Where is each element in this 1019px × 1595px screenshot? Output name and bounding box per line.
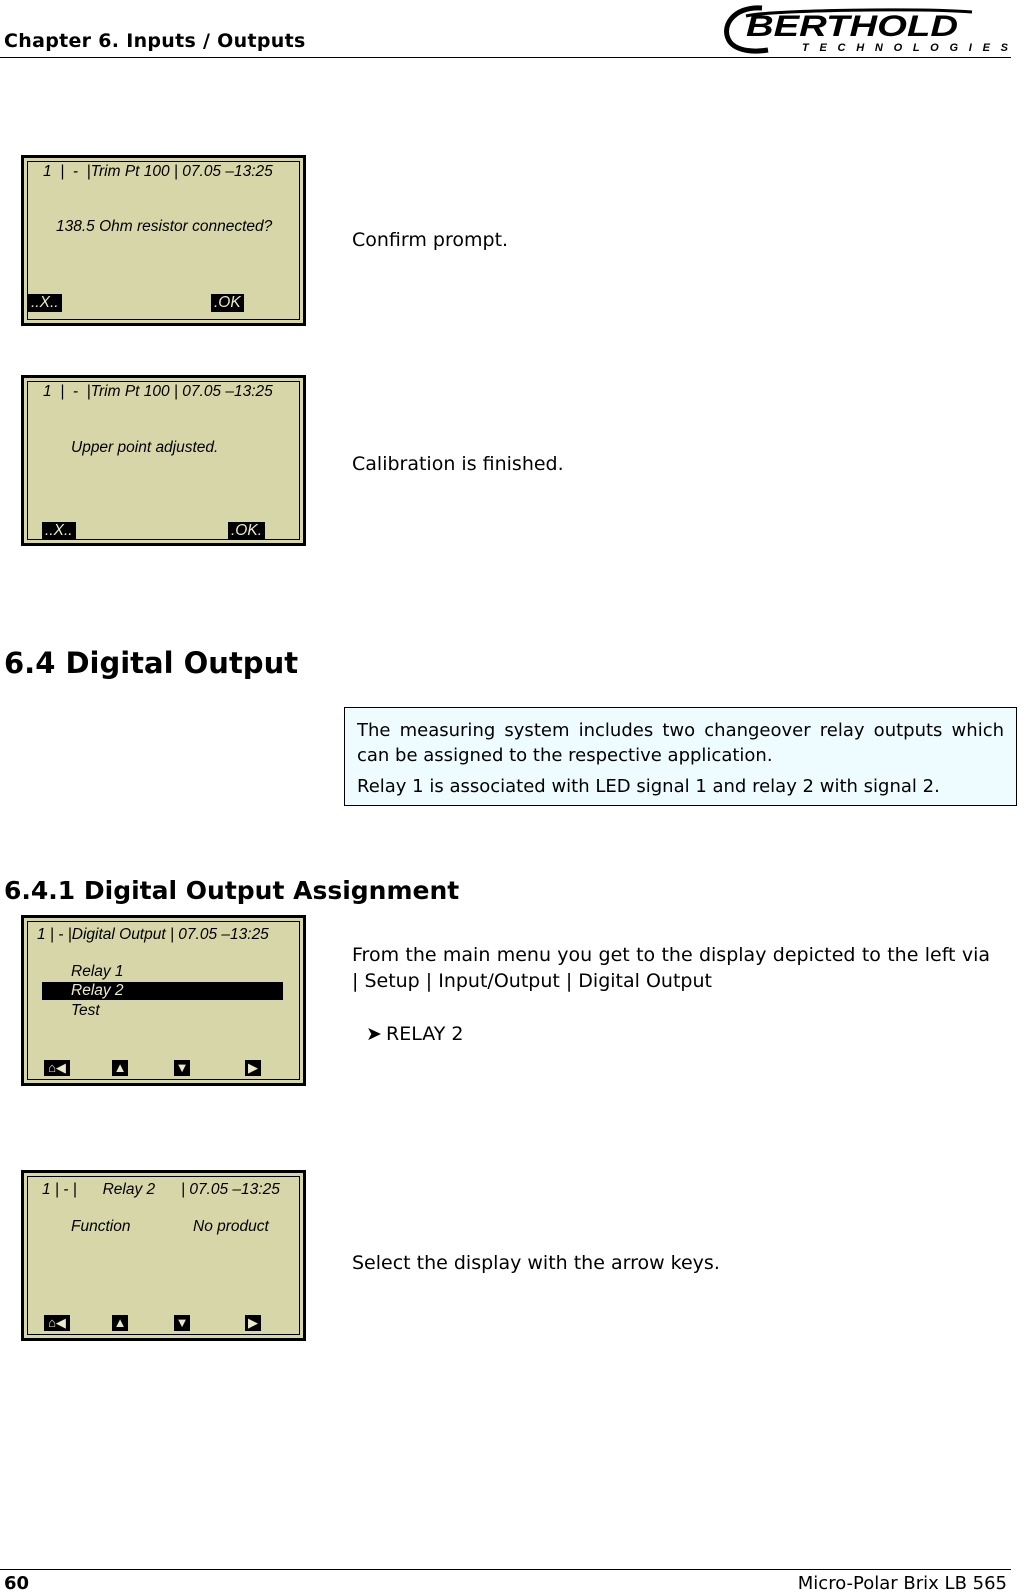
down-arrow-icon[interactable]: ▼ [175, 1060, 189, 1075]
logo-sub-text: T E C H N O L O G I E S [802, 42, 1008, 54]
menu-item-test[interactable]: Test [71, 1002, 100, 1019]
right-arrow-icon[interactable]: ▶ [245, 1315, 261, 1331]
caption-confirm: Confirm prompt. [352, 229, 509, 251]
lcd-header: 1 | - |Trim Pt 100 | 07.05 –13:25 [43, 163, 273, 180]
cancel-softkey[interactable]: ..X.. [42, 522, 76, 540]
lcd-message: Upper point adjusted. [71, 439, 219, 456]
chapter-title: Chapter 6. Inputs / Outputs [4, 30, 306, 52]
caption-main-menu: From the main menu you get to the display depicted to the left via | Setup | Input/Output | Digital Output [352, 944, 990, 992]
caption-arrow-keys: Select the display with the arrow keys. [352, 1252, 720, 1274]
home-left-icon[interactable]: ⌂◀ [44, 1060, 70, 1076]
param-label: Function [71, 1218, 131, 1235]
ok-softkey[interactable]: .OK [211, 294, 244, 312]
menu-item-relay-1[interactable]: Relay 1 [71, 963, 124, 980]
subsection-title: 6.4.1 Digital Output Assignment [4, 876, 460, 905]
up-arrow-icon[interactable]: ▲ [113, 1060, 127, 1075]
down-arrow-icon[interactable]: ▼ [175, 1315, 189, 1330]
param-value[interactable]: No product [193, 1218, 269, 1235]
right-arrow-icon[interactable]: ▶ [245, 1060, 261, 1076]
logo-main-text: BERTHOLD [746, 10, 958, 43]
lcd-header: 1 | - |Trim Pt 100 | 07.05 –13:25 [43, 383, 273, 400]
header-rule [0, 57, 1011, 58]
lcd-display-digital-output [21, 915, 306, 1086]
info-text-2: Relay 1 is associated with LED signal 1 and relay 2 with signal 2. [357, 776, 940, 797]
home-left-icon[interactable]: ⌂◀ [44, 1315, 70, 1331]
menu-item-relay-2[interactable]: Relay 2 [42, 982, 283, 1000]
lcd-header: 1 | - |Digital Output | 07.05 –13:25 [37, 926, 269, 943]
ok-softkey[interactable]: .OK. [228, 522, 265, 540]
cancel-softkey[interactable]: ..X.. [28, 294, 62, 312]
info-text-1: The measuring system includes two changeover relay outputs which can be assigned to the respective application. [357, 720, 1004, 766]
footer-rule [0, 1569, 1011, 1570]
lcd-display-confirm [21, 155, 306, 326]
up-arrow-icon[interactable]: ▲ [113, 1315, 127, 1330]
lcd-display-calibration [21, 375, 306, 546]
lcd-display-relay-2 [21, 1170, 306, 1341]
info-box [344, 707, 1017, 806]
lcd-message: 138.5 Ohm resistor connected? [56, 218, 273, 235]
caption-calibration: Calibration is finished. [352, 453, 564, 475]
product-name: Micro-Polar Brix LB 565 [797, 1573, 1007, 1594]
section-title: 6.4 Digital Output [4, 646, 299, 680]
bullet-arrow-icon: ➤ [366, 1023, 382, 1045]
bullet-relay-2: RELAY 2 [386, 1023, 464, 1045]
page-number: 60 [4, 1573, 30, 1594]
lcd-header: 1 | - | Relay 2 | 07.05 –13:25 [42, 1181, 280, 1198]
berthold-logo [722, 2, 1012, 56]
